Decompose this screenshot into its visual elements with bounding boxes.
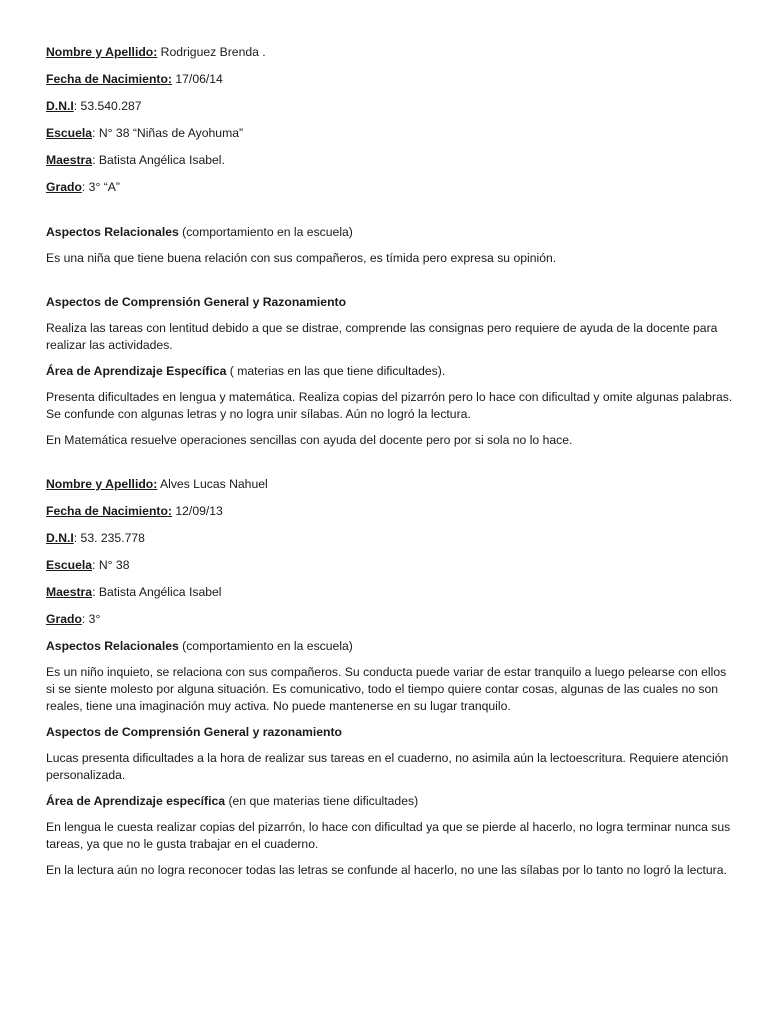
school-label: Escuela xyxy=(46,126,93,140)
birth-field: Fecha de Nacimiento: 17/06/14 xyxy=(46,72,223,86)
learning-text-1: Presenta dificultades en lengua y matemática. Realiza copias del pizarrón pero lo hace con dificultad y omite algunas palabras. Se confunde con algunas letras y no logra unir sílabas. Aún no logró la lectura. xyxy=(46,390,733,421)
dni-value: 53. 235.778 xyxy=(77,531,145,545)
relational-heading: Aspectos Relacionales (comportamiento en la escuela) xyxy=(46,225,353,239)
name-value: Rodriguez Brenda . xyxy=(157,45,266,59)
teacher-field: Maestra: Batista Angélica Isabel xyxy=(46,585,222,599)
school-value: N° 38 xyxy=(95,558,130,572)
birth-field: Fecha de Nacimiento: 12/09/13 xyxy=(46,504,223,518)
learning-text-2: En Matemática resuelve operaciones sencillas con ayuda del docente pero por si sola no lo hace. xyxy=(46,433,573,447)
learning-heading: Área de Aprendizaje específica (en que materias tiene dificultades) xyxy=(46,794,419,808)
teacher-label: Maestra xyxy=(46,153,93,167)
dni-field: D.N.I: 53.540.287 xyxy=(46,99,142,113)
teacher-label: Maestra xyxy=(46,585,93,599)
name-field: Nombre y Apellido: Rodriguez Brenda . xyxy=(46,45,266,59)
teacher-field: Maestra: Batista Angélica Isabel. xyxy=(46,153,225,167)
name-field: Nombre y Apellido: Alves Lucas Nahuel xyxy=(46,477,268,491)
school-field: Escuela: N° 38 “Niñas de Ayohuma” xyxy=(46,126,244,140)
grade-label: Grado xyxy=(46,612,82,626)
teacher-value: Batista Angélica Isabel xyxy=(95,585,222,599)
document-page xyxy=(46,44,736,888)
teacher-value: Batista Angélica Isabel. xyxy=(95,153,225,167)
student-record-2 xyxy=(46,476,736,879)
grade-field: Grado: 3° “A” xyxy=(46,180,120,194)
grade-value: 3° “A” xyxy=(85,180,120,194)
grade-field: Grado: 3° xyxy=(46,612,101,626)
birth-value: 12/09/13 xyxy=(171,504,223,518)
school-label: Escuela xyxy=(46,558,93,572)
birth-value: 17/06/14 xyxy=(171,72,223,86)
comprehension-heading: Aspectos de Comprensión General y Razonamiento xyxy=(46,295,347,309)
name-label: Nombre y Apellido xyxy=(46,45,154,59)
name-value: Alves Lucas Nahuel xyxy=(157,477,268,491)
birth-label: Fecha de Nacimiento xyxy=(46,72,168,86)
birth-label: Fecha de Nacimiento xyxy=(46,504,168,518)
learning-text-2: En la lectura aún no logra reconocer todas las letras se confunde al hacerlo, no une las sílabas por lo tanto no logró la lectura. xyxy=(46,863,727,877)
dni-label: D.N.I xyxy=(46,531,74,545)
dni-label: D.N.I xyxy=(46,99,74,113)
name-label: Nombre y Apellido xyxy=(46,477,154,491)
learning-text-1: En lengua le cuesta realizar copias del pizarrón, lo hace con dificultad ya que se pierde al hacerlo, no logra terminar nunca sus tareas, ya que no le gusta trabajar en el cuaderno. xyxy=(46,820,731,851)
relational-heading: Aspectos Relacionales (comportamiento en la escuela) xyxy=(46,639,353,653)
comprehension-text: Realiza las tareas con lentitud debido a que se distrae, comprende las consignas pero requiere de ayuda de la docente para realizar las actividades. xyxy=(46,321,718,352)
student-record-1 xyxy=(46,44,736,449)
grade-label: Grado xyxy=(46,180,82,194)
comprehension-heading: Aspectos de Comprensión General y razonamiento xyxy=(46,725,342,739)
grade-value: 3° xyxy=(85,612,101,626)
school-field: Escuela: N° 38 xyxy=(46,558,130,572)
relational-text: Es una niña que tiene buena relación con sus compañeros, es tímida pero expresa su opinión. xyxy=(46,251,557,265)
relational-text: Es un niño inquieto, se relaciona con sus compañeros. Su conducta puede variar de estar tranquilo a luego pelearse con ellos si se siente molesto por alguna situación. Es comunicativo, todo el tiempo quiere contar cosas, algunas de las cuales no son reales, tiene una imaginación muy activa. No puede mantenerse en su lugar tranquilo. xyxy=(46,665,727,713)
dni-value: 53.540.287 xyxy=(77,99,142,113)
school-value: N° 38 “Niñas de Ayohuma” xyxy=(95,126,244,140)
comprehension-text: Lucas presenta dificultades a la hora de realizar sus tareas en el cuaderno, no asimila aún la lectoescritura. Requiere atención personalizada. xyxy=(46,751,729,782)
dni-field: D.N.I: 53. 235.778 xyxy=(46,531,145,545)
learning-heading: Área de Aprendizaje Específica ( materias en las que tiene dificultades). xyxy=(46,364,446,378)
